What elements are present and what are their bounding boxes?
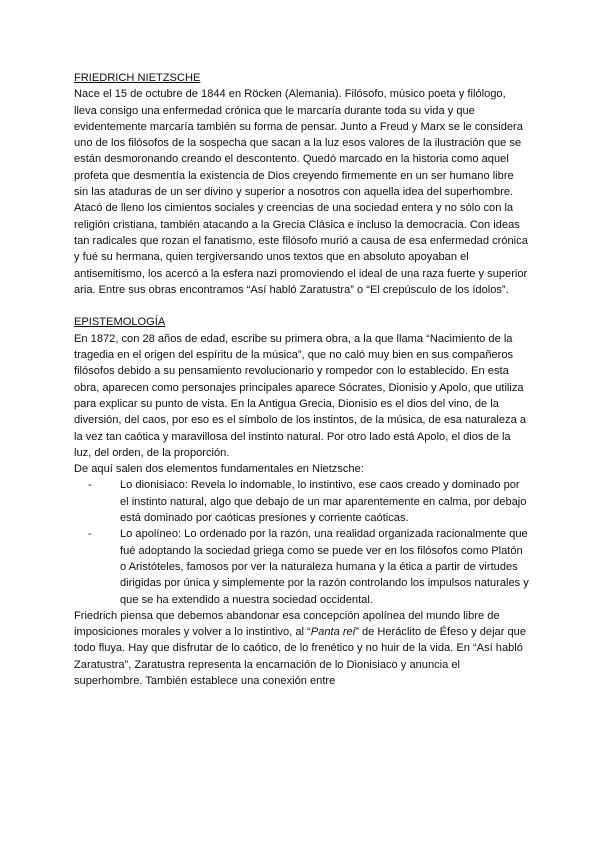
bullet-dash: - [88, 528, 92, 541]
conclusion-text-start: Friedrich piensa que debemos abandonar esa concepción apolínea del mundo libre de imposiciones morales y volver a lo instintivo, al “ [74, 609, 500, 639]
section-heading-nietzsche: FRIEDRICH NIETZSCHE [74, 72, 201, 84]
bullet-dash: - [88, 479, 92, 492]
list-intro: De aquí salen dos elementos fundamentales en Nietzsche: [74, 463, 364, 476]
list-item-text: Lo dionisiaco: Revela lo indomable, lo instintivo, ese caos creado y dominado por el instinto natural, algo que debajo de un mar aparentemente en calma, por debajo está dominado por caóticas presiones y corriente caóticas. [120, 479, 527, 525]
document-body [74, 70, 530, 689]
section-heading-epistemologia: EPISTEMOLOGÍA [74, 316, 166, 329]
conclusion-paragraph [74, 608, 530, 689]
list-item [88, 526, 530, 607]
section-spacer [74, 298, 530, 314]
panta-rei-term: Panta rei [310, 626, 356, 639]
list-item-text: Lo apolíneo: Lo ordenado por la razón, una realidad organizada racionalmente que fué adoptando la sociedad griega como se puede ver en los filósofos como Platón o Aristóteles, famosos por ver la naturaleza humana y la ética a partir de virtudes dirigidas por única y simplemente por la razón controlando los impulsos naturales y que se ha extendido a nuestra sociedad occidental. [120, 528, 529, 606]
concepts-list [74, 477, 530, 607]
biography-paragraph: Nace el 15 de octubre de 1844 en Röcken (Alemania). Filósofo, músico poeta y filólogo, lleva consigo una enfermedad crónica que le marcaría durante toda su vida y que evidentemente marcaría también su forma de pensar. Junto a Freud y Marx se le considera uno de los filósofos de la sospecha que sacan a la luz esos valores de la ilustración que se están desmoronando creando el descontento. Quedó marcado en la historia como aquel profeta que desmentía la existencia de Dios creyendo firmemente en un ser humano libre sin las ataduras de un ser divino y superior a nosotros con aquella idea del superhombre. Atacó de lleno los cimientos sociales y creencias de una sociedad entera y no sólo con la religión cristiana, también atacando a la Grecia Clásica e incluso la democracia. Con ideas tan radicales que rozan el fanatismo, este filósofo murió a causa de esa enfermedad crónica y fué su hermana, quien tergiversando unos textos que en absoluto apoyaban el antisemitismo, los acercó a la esfera nazi promoviendo el ideal de una raza fuerte y superior aria. Entre sus obras encontramos “Así habló Zaratustra” o “El crepúsculo de los ídolos”. [74, 88, 528, 296]
epistemology-paragraph: En 1872, con 28 años de edad, escribe su primera obra, a la que llama “Nacimiento de la tragedia en el origen del espíritu de la música”, que no caló muy bien en sus compañeros filósofos debido a su pensamiento revolucionario y rompedor con lo establecido. En esta obra, aparecen como personajes principales aparece Sócrates, Dionisio y Apolo, que utiliza para explicar su punto de vista. En la Antigua Grecia, Dionisio es el dios del vino, de la diversión, del caos, por eso es el símbolo de los instintos, de la música, de esa naturaleza a la vez tan caótica y maravillosa del instinto natural. Por otro lado está Apolo, el dios de la luz, del orden, de la proporción. [74, 332, 527, 459]
list-item [88, 477, 530, 526]
conclusion-text-end: ” de Heráclito de Éfeso y dejar que todo fluya. Hay que disfrutar de lo caótico, de lo frenético y no huir de la vida. En “Así habló Zaratustra”, Zaratustra representa la encarnación de lo Dionisiaco y anuncia el superhombre. También establece una conexión entre [74, 626, 526, 687]
